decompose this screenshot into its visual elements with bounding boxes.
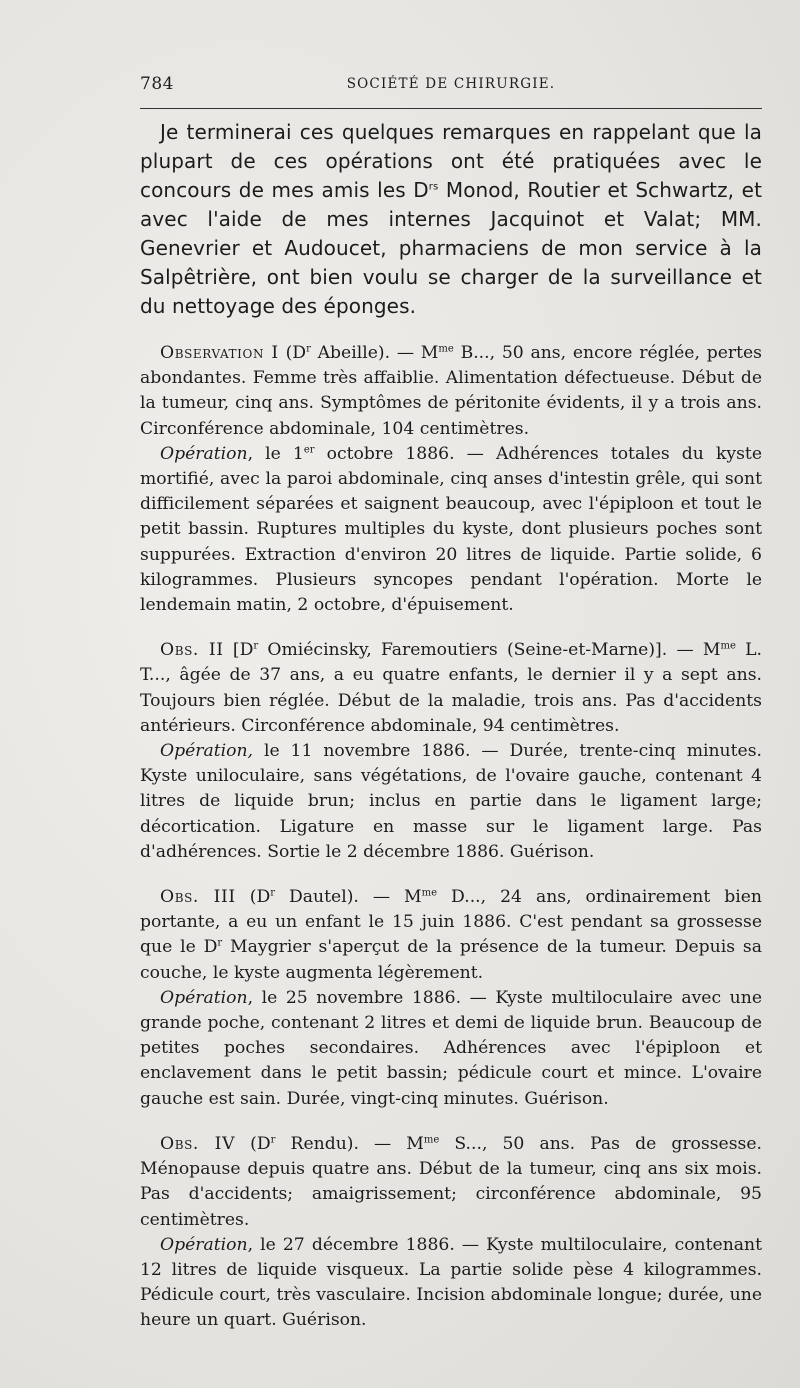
text: Abeille). — M — [310, 343, 439, 363]
text: , le 1 — [247, 443, 304, 464]
text: , le 27 décembre 1886. — Kyste multiloculaire, contenant 12 litres de liquide visqueux. La partie solide pèse 4 kilogrammes. Pédicule court, très vasculaire. Incision abdominale longue; durée, une heure un quart. Guérison. — [140, 1234, 762, 1331]
body-text — [140, 118, 762, 1334]
intro-text-1: Je terminerai ces quelques remarques en rappelant que la plupart de ces opérations ont été pratiquées avec le concours de mes amis les D — [140, 120, 762, 202]
superscript: me — [438, 343, 454, 355]
observation-1-paragraph — [140, 341, 762, 442]
operation-1-label: Opération — [160, 443, 248, 464]
observation-3 — [140, 885, 762, 1112]
intro-section — [140, 118, 762, 321]
superscript: er — [303, 444, 315, 456]
text: Maygrier s'aperçut de la présence de la tumeur. Depuis sa couche, le kyste augmenta légèrement. — [140, 937, 762, 983]
text: Dautel). — M — [275, 887, 422, 908]
text: (D — [278, 343, 307, 363]
observation-4-label: Obs. IV — [160, 1133, 236, 1154]
text: L. T..., âgée de 37 ans, a eu quatre enfants, le dernier il y a sept ans. Toujours bien réglée. Début de la maladie, trois ans. Pas d'accidents antérieurs. Circonférence abdominale, 94 centimètres. — [140, 640, 763, 736]
observation-1-label: Observation I — [160, 343, 279, 363]
operation-4-label: Opération — [160, 1234, 248, 1255]
superscript: r — [270, 1134, 276, 1146]
superscript: me — [423, 1134, 440, 1146]
intro-text-2: Monod, Routier et Schwartz, et avec l'aide de mes internes Jacquinot et Valat; MM. Genevrier et Audoucet, pharmaciens de mon service à la Salpêtrière, ont bien voulu se charger de la surveillance et du nettoyage des éponges. — [140, 178, 763, 318]
superscript: me — [421, 887, 438, 899]
observation-2 — [140, 638, 762, 865]
intro-paragraph — [140, 118, 762, 321]
observation-3-label: Obs. III — [160, 887, 236, 908]
operation-2-label: Opération, — [160, 741, 254, 762]
text: octobre 1886. — Adhérences totales du kyste mortifié, avec la paroi abdominale, cinq anses d'intestin grêle, qui sont difficilement séparées et saignent beaucoup, avec l'épiploon et tout le petit bassin. Ruptures multiples du kyste, dont plusieurs poches sont suppurées. Extraction d'environ 20 litres de liquide. Partie solide, 6 kilogrammes. Plusieurs syncopes pendant l'opération. Morte le lendemain matin, 2 octobre, d'épuisement. — [140, 443, 762, 616]
text: S..., 50 ans. Pas de grossesse. Ménopause depuis quatre ans. Début de la tumeur, cinq ans six mois. Pas d'accidents; amaigrissement; circonférence abdominale, 95 centimètres. — [140, 1133, 762, 1230]
intro-sup: rs — [428, 181, 439, 193]
observation-4 — [140, 1132, 762, 1334]
text: D..., 24 ans, ordinairement bien portante, a eu un enfant le 15 juin 1886. C'est pendant sa grossesse que le D — [140, 887, 762, 958]
text: B..., 50 ans, encore réglée, pertes abondantes. Femme très affaiblie. Alimentation défectueuse. Début de la tumeur, cinq ans. Symptômes de péritonite évidents, il y a trois ans. Circonférence abdominale, 104 centimètres. — [140, 343, 762, 439]
observation-3-paragraph — [140, 885, 762, 986]
operation-1-paragraph — [140, 442, 762, 618]
superscript: r — [270, 887, 276, 899]
page-number: 784 — [140, 74, 174, 94]
text: Omiécinsky, Faremoutiers (Seine-et-Marne)]. — M — [258, 640, 721, 661]
text: le 11 novembre 1886. — Durée, trente-cinq minutes. Kyste uniloculaire, sans végétations, de l'ovaire gauche, contenant 4 litres de liquide brun; inclus en partie dans le ligament large; décortication. Ligature en masse sur le ligament large. Pas d'adhérences. Sortie le 2 décembre 1886. Guérison. — [140, 741, 762, 862]
running-title: SOCIÉTÉ DE CHIRURGIE. — [346, 76, 556, 92]
superscript: me — [720, 640, 736, 652]
observation-2-paragraph — [140, 638, 762, 739]
text: , le 25 novembre 1886. — Kyste multiloculaire avec une grande poche, contenant 2 litres et demi de liquide brun. Beaucoup de petites poches secondaires. Adhérences avec l'épiploon et enclavement dans le petit bassin; pédicule court et mince. L'ovaire gauche est sain. Durée, vingt-cinq minutes. Guérison. — [140, 987, 762, 1109]
observation-4-paragraph — [140, 1132, 762, 1233]
text: Rendu). — M — [275, 1133, 424, 1154]
operation-4-paragraph — [140, 1233, 762, 1334]
text: [D — [223, 640, 254, 661]
observation-1 — [140, 341, 762, 618]
header-rule — [140, 108, 762, 109]
observation-2-label: Obs. II — [160, 640, 224, 661]
operation-2-paragraph — [140, 739, 762, 865]
operation-3-label: Opération — [160, 987, 248, 1008]
operation-3-paragraph — [140, 986, 762, 1112]
superscript: r — [253, 640, 259, 652]
text: (D — [235, 1133, 271, 1154]
text: (D — [235, 887, 271, 908]
page-header — [140, 74, 762, 100]
superscript: r — [217, 937, 223, 949]
superscript: r — [306, 343, 311, 355]
